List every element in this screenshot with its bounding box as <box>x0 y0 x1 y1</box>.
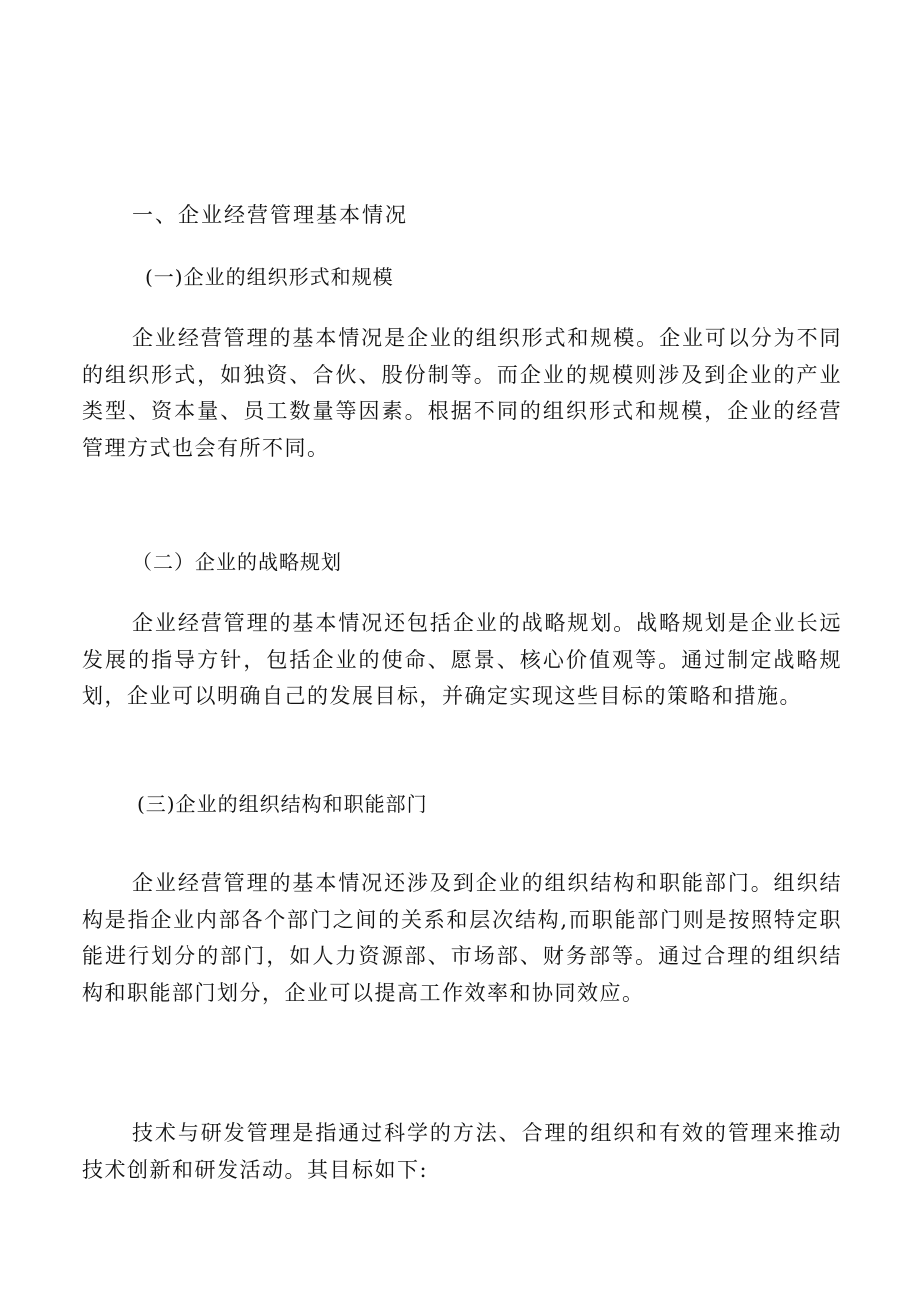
section-paragraph-3: 企业经营管理的基本情况还涉及到企业的组织结构和职能部门。组织结构是指企业内部各个部门之间的关系和层次结构,而职能部门则是按照特定职能进行划分的部门，如人力资源部、市场部、财务部等。通过合理的组织结构和职能部门划分，企业可以提高工作效率和协同效应。 <box>82 871 842 1005</box>
section-heading-1: (一)企业的组织形式和规模 <box>145 265 394 289</box>
section-heading-2: （二）企业的战略规划 <box>132 550 342 574</box>
section-paragraph-2: 企业经营管理的基本情况还包括企业的战略规划。战略规划是企业长远发展的指导方针，包括企业的使命、愿景、核心价值观等。通过制定战略规划，企业可以明确自己的发展目标，并确定实现这些目标的策略和措施。 <box>82 611 842 708</box>
main-heading: 一、企业经营管理基本情况 <box>132 203 408 227</box>
section-paragraph-1: 企业经营管理的基本情况是企业的组织形式和规模。企业可以分为不同的组织形式，如独资、合伙、股份制等。而企业的规模则涉及到企业的产业类型、资本量、员工数量等因素。根据不同的组织形式和规模，企业的经营管理方式也会有所不同。 <box>82 326 842 460</box>
closing-paragraph: 技术与研发管理是指通过科学的方法、合理的组织和有效的管理来推动技术创新和研发活动。其目标如下: <box>82 1121 842 1182</box>
section-heading-3: (三)企业的组织结构和职能部门 <box>137 792 428 816</box>
